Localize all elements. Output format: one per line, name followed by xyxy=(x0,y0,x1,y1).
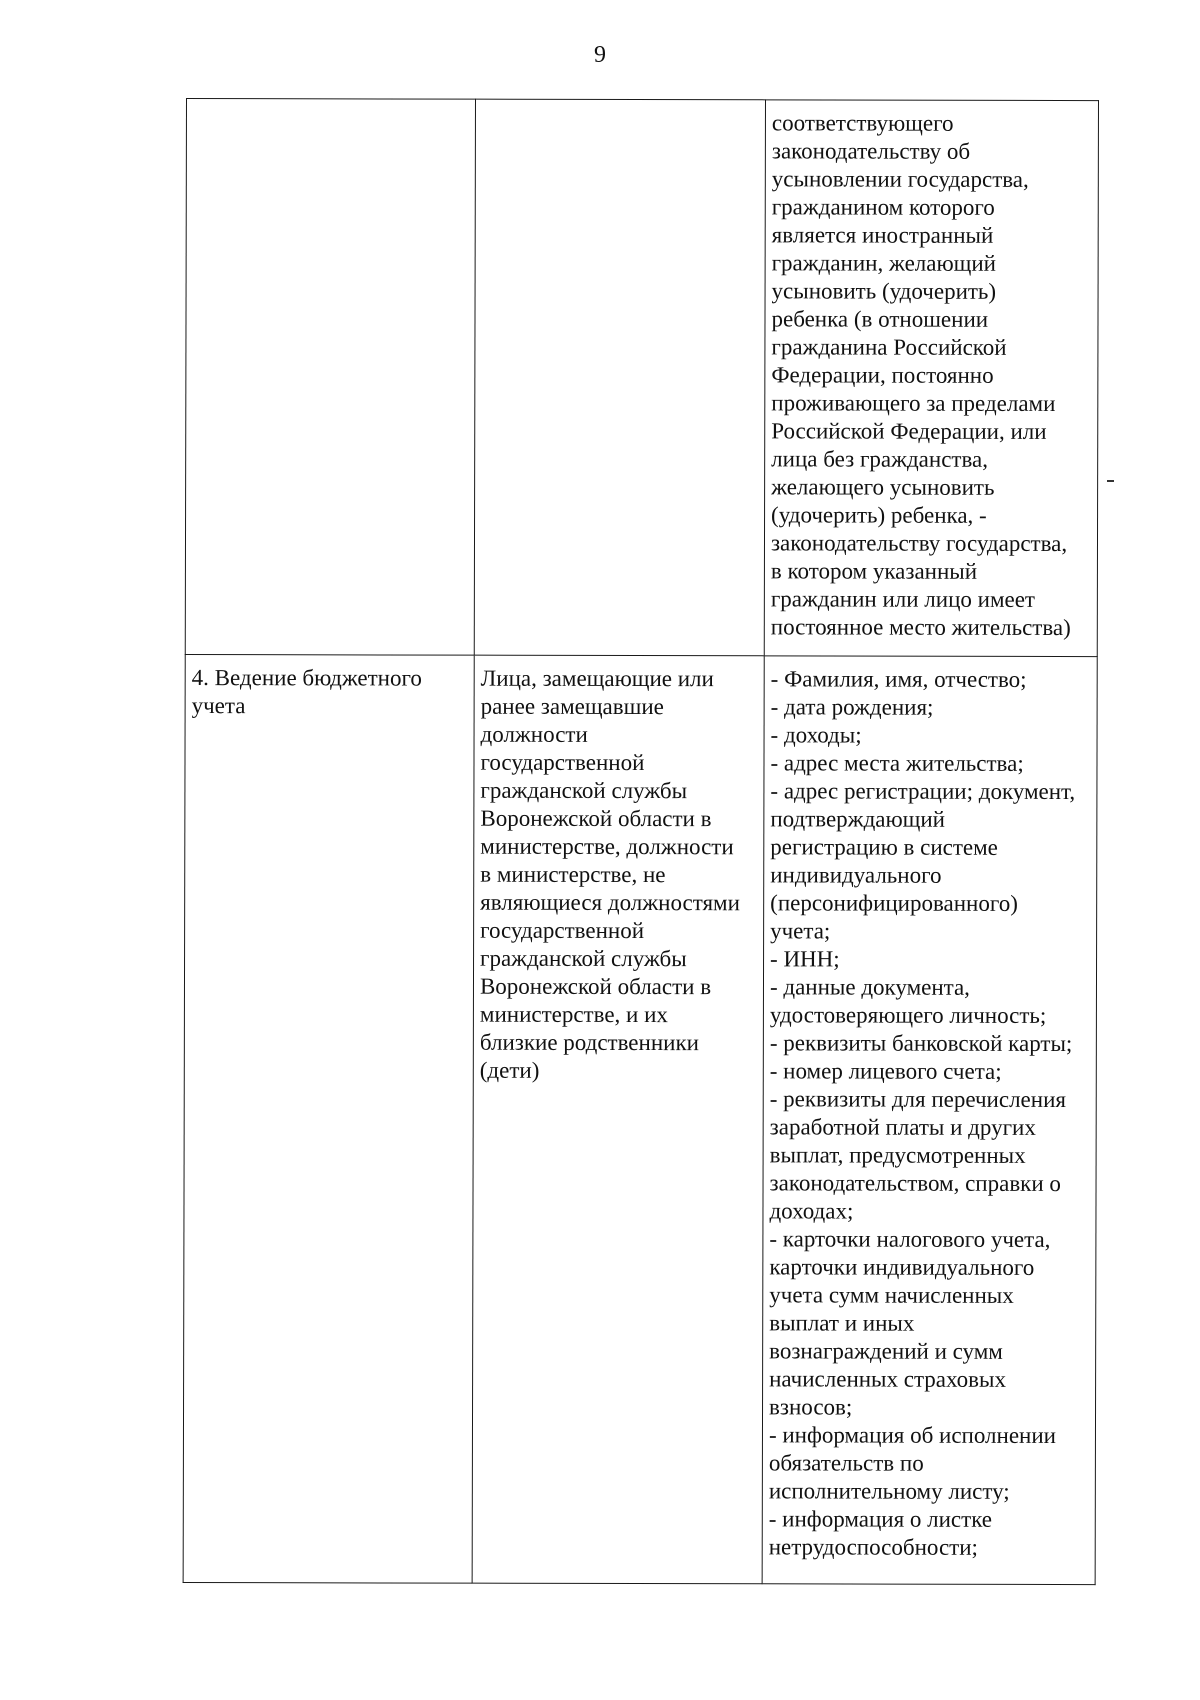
cell-subjects: Лица, замещающие или ранее замещавшие должности государственной гражданской службы Воронежской области в министерстве, должности в министерстве, не являющиеся должностями государственной гражданской службы Воронежской области в министерстве, и их близкие родственники (дети) xyxy=(472,655,764,1584)
page-number: 9 xyxy=(594,42,606,68)
cell-data-continuation: соответствующего законодательству об усыновлении государства, гражданином которого является иностранный гражданин, желающий усыновить (удочерить) ребенка (в отношении гражданина Российской Федерации, постоянно проживающего за пределами Российской Федерации, или лица без гражданства, желающего усыновить (удочерить) ребенка, - законодательству государства, в котором указанный гражданин или лицо имеет постоянное место жительства) xyxy=(764,100,1098,657)
cell-purpose: 4. Ведение бюджетного учета xyxy=(183,654,474,1583)
margin-mark xyxy=(1107,480,1114,482)
table-row-budget-accounting xyxy=(183,654,1097,1584)
cell-data-items: - Фамилия, имя, отчество; - дата рождения; - доходы; - адрес места жительства; - адрес регистрации; документ, подтверждающий регистрацию в системе индивидуального (персонифицированного) учета; - ИНН; - данные документа, удостоверяющего личность; - реквизиты банковской карты; - номер лицевого счета; - реквизиты для перечисления заработной платы и других выплат, предусмотренных законодательством, справки о доходах; - карточки налогового учета, карточки индивидуального учета сумм начисленных выплат и иных вознаграждений и сумм начисленных страховых взносов; - информация об исполнении обязательств по исполнительному листу; - информация о листке нетрудоспособности; xyxy=(762,656,1097,1585)
cell-purpose-empty xyxy=(185,99,475,656)
cell-subjects-empty xyxy=(474,99,765,656)
data-table xyxy=(183,98,1099,1585)
table-row-continuation xyxy=(185,99,1098,657)
